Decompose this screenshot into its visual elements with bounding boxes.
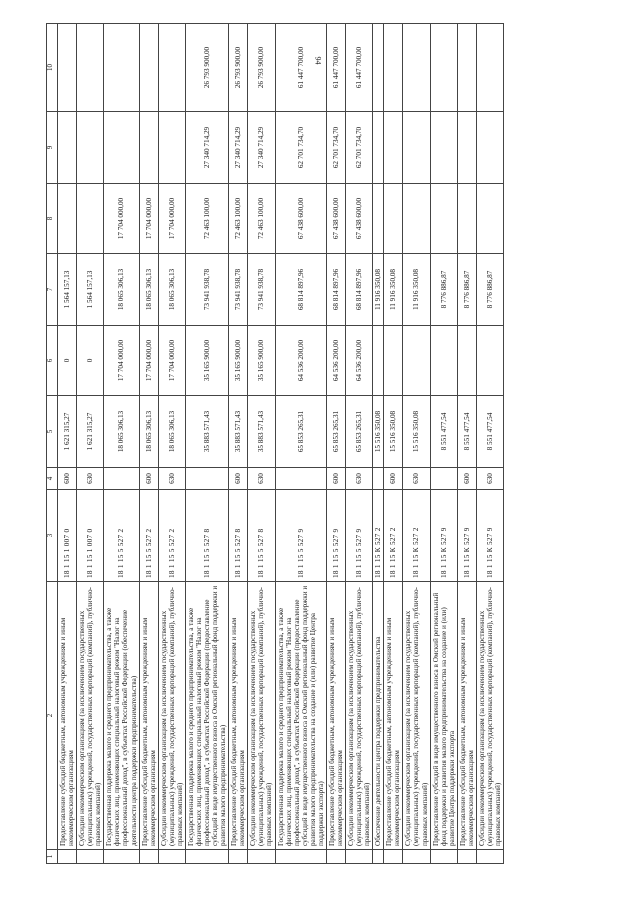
column-number: 7 xyxy=(47,254,58,326)
table-row xyxy=(158,24,185,864)
amount-cell: 61 447 700,00 xyxy=(275,24,326,112)
desc: Обеспечение деятельности центра поддержки предпринимательства xyxy=(373,582,384,850)
kvr-cell: 630 xyxy=(346,468,373,490)
amount-cell xyxy=(476,24,503,112)
row-number-cell xyxy=(185,850,228,864)
budget-table-rotated xyxy=(46,44,611,864)
amount-cell xyxy=(430,24,457,112)
amount-cell: 1 564 157,13 xyxy=(58,254,77,326)
amount-cell: 18 065 306,13 xyxy=(158,254,185,326)
amount-cell: 62 701 734,70 xyxy=(275,112,326,184)
amount-cell: 35 165 900,00 xyxy=(185,326,228,396)
column-number: 2 xyxy=(47,582,58,850)
table-row xyxy=(275,24,326,864)
amount-cell: 35 883 571,43 xyxy=(185,396,228,468)
amount-cell: 64 536 200,00 xyxy=(346,326,373,396)
amount-cell xyxy=(457,112,476,184)
amount-cell xyxy=(430,326,457,396)
amount-cell: 17 704 000,00 xyxy=(139,184,158,254)
desc: Предоставление субсидий в виде имущественного взноса в Омский региональный фонд поддержки и развития малого предпринимательства на создание и (или) развитие Центра поддержки экспорта xyxy=(430,582,457,850)
kvr-cell xyxy=(430,468,457,490)
amount-cell: 65 853 265,31 xyxy=(346,396,373,468)
amount-cell xyxy=(457,326,476,396)
amount-cell xyxy=(58,112,77,184)
amount-cell: 26 793 900,00 xyxy=(185,24,228,112)
amount-cell xyxy=(403,24,430,112)
amount-cell: 73 941 938,78 xyxy=(229,254,248,326)
table-row xyxy=(403,24,430,864)
amount-cell: 18 065 306,13 xyxy=(139,254,158,326)
row-number-cell xyxy=(403,850,430,864)
amount-cell: 8 551 477,54 xyxy=(457,396,476,468)
desc: Государственная поддержка малого и среднего предпринимательства, а также физических лиц, применяющих специальный налоговый режим "Налог на профессиональный доход", в субъектах Российской Федерации (обеспечение деятельности центра поддержки предпринимательства) xyxy=(104,582,139,850)
table-body xyxy=(58,24,504,864)
amount-cell: 68 814 897,96 xyxy=(275,254,326,326)
amount-cell: 68 814 897,96 xyxy=(326,254,345,326)
amount-cell xyxy=(384,326,403,396)
amount-cell xyxy=(457,24,476,112)
row-number-cell xyxy=(326,850,345,864)
desc: Предоставление субсидий бюджетным, автономным учреждениям и иным некоммерческим организациям xyxy=(139,582,158,850)
table-row xyxy=(77,24,104,864)
amount-cell xyxy=(77,112,104,184)
table-row xyxy=(248,24,275,864)
amount-cell: 11 916 350,08 xyxy=(403,254,430,326)
kvr-cell: 600 xyxy=(229,468,248,490)
amount-cell xyxy=(384,112,403,184)
amount-cell xyxy=(384,24,403,112)
code: 18 1 15 5 527 8 xyxy=(229,490,248,582)
amount-cell xyxy=(373,112,384,184)
row-number-cell xyxy=(77,850,104,864)
column-number: 10 xyxy=(47,24,58,112)
code: 18 1 15 5 527 8 xyxy=(248,490,275,582)
kvr-cell: 600 xyxy=(58,468,77,490)
amount-cell: 11 916 350,08 xyxy=(373,254,384,326)
amount-cell: 27 340 714,29 xyxy=(185,112,228,184)
amount-cell: 64 536 200,00 xyxy=(275,326,326,396)
table-row xyxy=(58,24,77,864)
desc: Предоставление субсидий бюджетным, автономным учреждениям и иным некоммерческим организациям xyxy=(457,582,476,850)
amount-cell: 73 941 938,78 xyxy=(248,254,275,326)
amount-cell: 15 516 350,08 xyxy=(373,396,384,468)
code: 18 1 15 5 527 9 xyxy=(346,490,373,582)
code: 18 1 15 К 527 9 xyxy=(476,490,503,582)
table-row xyxy=(185,24,228,864)
amount-cell xyxy=(373,184,384,254)
kvr-cell: 600 xyxy=(326,468,345,490)
row-number-cell xyxy=(248,850,275,864)
code: 18 1 15 5 527 8 xyxy=(185,490,228,582)
column-number: 8 xyxy=(47,184,58,254)
amount-cell xyxy=(403,184,430,254)
table-row xyxy=(139,24,158,864)
amount-cell xyxy=(476,326,503,396)
amount-cell: 18 065 306,13 xyxy=(104,396,139,468)
kvr-cell: 630 xyxy=(77,468,104,490)
amount-cell: 1 621 315,27 xyxy=(58,396,77,468)
table-row xyxy=(346,24,373,864)
amount-cell: 17 704 000,00 xyxy=(158,326,185,396)
kvr-cell: 600 xyxy=(139,468,158,490)
table-row xyxy=(430,24,457,864)
amount-cell: 27 340 714,29 xyxy=(248,112,275,184)
amount-cell: 72 463 100,00 xyxy=(248,184,275,254)
desc: Субсидии некоммерческим организациям (за исключением государственных (муниципальных) учреждений, государственных корпораций (компаний), публично-правовых компаний) xyxy=(403,582,430,850)
amount-cell xyxy=(403,326,430,396)
amount-cell: 65 853 265,31 xyxy=(275,396,326,468)
desc: Государственная поддержка малого и среднего предпринимательства, а также физических лиц, применяющих специальный налоговый режим "Налог на профессиональный доход", в субъектах Российской Федерации (предоставление субсидий в виде имущественного взноса в Омский региональный фонд поддержки и развития малого предпринимательства) xyxy=(185,582,228,850)
code: 18 1 15 К 527 9 xyxy=(457,490,476,582)
desc: Субсидии некоммерческим организациям (за исключением государственных (муниципальных) учреждений, государственных корпораций (компаний), публично-правовых компаний) xyxy=(476,582,503,850)
amount-cell xyxy=(457,184,476,254)
amount-cell xyxy=(104,24,139,112)
amount-cell: 62 701 734,70 xyxy=(326,112,345,184)
kvr-cell xyxy=(104,468,139,490)
amount-cell xyxy=(139,24,158,112)
row-number-cell xyxy=(457,850,476,864)
amount-cell xyxy=(403,112,430,184)
amount-cell: 72 463 100,00 xyxy=(229,184,248,254)
kvr-cell: 630 xyxy=(248,468,275,490)
amount-cell: 18 065 306,13 xyxy=(139,396,158,468)
amount-cell xyxy=(104,112,139,184)
code: 18 1 15 5 527 9 xyxy=(275,490,326,582)
desc: Субсидии некоммерческим организациям (за исключением государственных (муниципальных) учреждений, государственных корпораций (компаний), публично-правовых компаний) xyxy=(346,582,373,850)
kvr-cell xyxy=(185,468,228,490)
desc: Предоставление субсидий бюджетным, автономным учреждениям и иным некоммерческим организациям xyxy=(229,582,248,850)
row-number-cell xyxy=(476,850,503,864)
amount-cell: 26 793 900,00 xyxy=(248,24,275,112)
row-number-cell xyxy=(104,850,139,864)
code: 18 1 15 1 007 0 xyxy=(58,490,77,582)
amount-cell: 26 793 900,00 xyxy=(229,24,248,112)
column-number-row xyxy=(47,24,58,864)
kvr-cell: 600 xyxy=(457,468,476,490)
code: 18 1 15 5 527 9 xyxy=(326,490,345,582)
amount-cell: 11 916 350,08 xyxy=(384,254,403,326)
desc: Субсидии некоммерческим организациям (за исключением государственных (муниципальных) учреждений, государственных корпораций (компаний), публично-правовых компаний) xyxy=(248,582,275,850)
amount-cell: 61 447 700,00 xyxy=(346,24,373,112)
amount-cell: 17 704 000,00 xyxy=(104,326,139,396)
kvr-cell: 630 xyxy=(403,468,430,490)
desc: Субсидии некоммерческим организациям (за исключением государственных (муниципальных) учреждений, государственных корпораций (компаний), публично-правовых компаний) xyxy=(158,582,185,850)
amount-cell xyxy=(58,184,77,254)
amount-cell: 35 883 571,43 xyxy=(248,396,275,468)
amount-cell xyxy=(430,184,457,254)
amount-cell xyxy=(430,112,457,184)
desc: Государственная поддержка малого и среднего предпринимательства, а также физических лиц, применяющих специальный налоговый режим "Налог на профессиональный доход", в субъектах Российской Федерации (предоставление субсидий в виде имущественного взноса в Омский региональный фонд поддержки и развития малого предпринимательства на создание и (или) развитие Центра поддержки экспорта) xyxy=(275,582,326,850)
code: 18 1 15 1 007 0 xyxy=(77,490,104,582)
table-row xyxy=(373,24,384,864)
table-row xyxy=(104,24,139,864)
amount-cell: 17 704 000,00 xyxy=(158,184,185,254)
amount-cell: 0 xyxy=(58,326,77,396)
kvr-cell xyxy=(275,468,326,490)
column-number: 4 xyxy=(47,468,58,490)
amount-cell: 72 463 100,00 xyxy=(185,184,228,254)
amount-cell: 1 621 315,27 xyxy=(77,396,104,468)
amount-cell: 67 438 600,00 xyxy=(275,184,326,254)
amount-cell: 27 340 714,29 xyxy=(229,112,248,184)
amount-cell: 67 438 600,00 xyxy=(326,184,345,254)
code: 18 1 15 К 527 9 xyxy=(430,490,457,582)
amount-cell: 18 065 306,13 xyxy=(158,396,185,468)
amount-cell: 62 701 734,70 xyxy=(346,112,373,184)
column-number: 6 xyxy=(47,326,58,396)
amount-cell xyxy=(77,24,104,112)
row-number-cell xyxy=(346,850,373,864)
amount-cell: 61 447 700,00 xyxy=(326,24,345,112)
code: 18 1 15 5 527 2 xyxy=(104,490,139,582)
row-number-cell xyxy=(158,850,185,864)
row-number-cell xyxy=(275,850,326,864)
row-number-cell xyxy=(58,850,77,864)
amount-cell: 15 516 350,08 xyxy=(384,396,403,468)
amount-cell: 73 941 938,78 xyxy=(185,254,228,326)
column-number: 1 xyxy=(47,850,58,864)
amount-cell xyxy=(373,24,384,112)
amount-cell: 35 165 900,00 xyxy=(248,326,275,396)
amount-cell xyxy=(139,112,158,184)
code: 18 1 15 К 527 2 xyxy=(403,490,430,582)
row-number-cell xyxy=(384,850,403,864)
column-number: 3 xyxy=(47,490,58,582)
row-number-cell xyxy=(139,850,158,864)
amount-cell: 64 536 200,00 xyxy=(326,326,345,396)
budget-table xyxy=(46,23,504,864)
desc: Предоставление субсидий бюджетным, автономным учреждениям и иным некоммерческим организациям xyxy=(326,582,345,850)
amount-cell: 8 551 477,54 xyxy=(476,396,503,468)
kvr-cell: 630 xyxy=(158,468,185,490)
amount-cell: 8 551 477,54 xyxy=(430,396,457,468)
amount-cell: 1 564 157,13 xyxy=(77,254,104,326)
page-number: 94 xyxy=(313,56,323,65)
amount-cell: 17 704 000,00 xyxy=(104,184,139,254)
table-row xyxy=(326,24,345,864)
amount-cell: 0 xyxy=(77,326,104,396)
amount-cell xyxy=(77,184,104,254)
amount-cell xyxy=(158,24,185,112)
desc: Субсидии некоммерческим организациям (за исключением государственных (муниципальных) учреждений, государственных корпораций (компаний), публично-правовых компаний) xyxy=(77,582,104,850)
desc: Предоставление субсидий бюджетным, автономным учреждениям и иным некоммерческим организациям xyxy=(58,582,77,850)
code: 18 1 15 К 527 2 xyxy=(384,490,403,582)
amount-cell xyxy=(373,326,384,396)
amount-cell: 8 776 886,87 xyxy=(476,254,503,326)
table-row xyxy=(476,24,503,864)
column-number: 5 xyxy=(47,396,58,468)
amount-cell xyxy=(384,184,403,254)
amount-cell xyxy=(476,112,503,184)
kvr-cell: 600 xyxy=(384,468,403,490)
table-row xyxy=(457,24,476,864)
code: 18 1 15 5 527 2 xyxy=(158,490,185,582)
amount-cell: 67 438 600,00 xyxy=(346,184,373,254)
amount-cell: 65 853 265,31 xyxy=(326,396,345,468)
kvr-cell xyxy=(373,468,384,490)
amount-cell: 8 776 886,87 xyxy=(457,254,476,326)
amount-cell xyxy=(58,24,77,112)
row-number-cell xyxy=(373,850,384,864)
amount-cell xyxy=(476,184,503,254)
row-number-cell xyxy=(229,850,248,864)
amount-cell: 18 065 306,13 xyxy=(104,254,139,326)
amount-cell: 35 165 900,00 xyxy=(229,326,248,396)
table-row xyxy=(384,24,403,864)
row-number-cell xyxy=(430,850,457,864)
amount-cell: 17 704 000,00 xyxy=(139,326,158,396)
code: 18 1 15 К 527 2 xyxy=(373,490,384,582)
column-number: 9 xyxy=(47,112,58,184)
amount-cell xyxy=(158,112,185,184)
desc: Предоставление субсидий бюджетным, автономным учреждениям и иным некоммерческим организациям xyxy=(384,582,403,850)
amount-cell: 68 814 897,96 xyxy=(346,254,373,326)
kvr-cell: 630 xyxy=(476,468,503,490)
amount-cell: 15 516 350,08 xyxy=(403,396,430,468)
table-row xyxy=(229,24,248,864)
code: 18 1 15 5 527 2 xyxy=(139,490,158,582)
amount-cell: 8 776 886,87 xyxy=(430,254,457,326)
amount-cell: 35 883 571,43 xyxy=(229,396,248,468)
